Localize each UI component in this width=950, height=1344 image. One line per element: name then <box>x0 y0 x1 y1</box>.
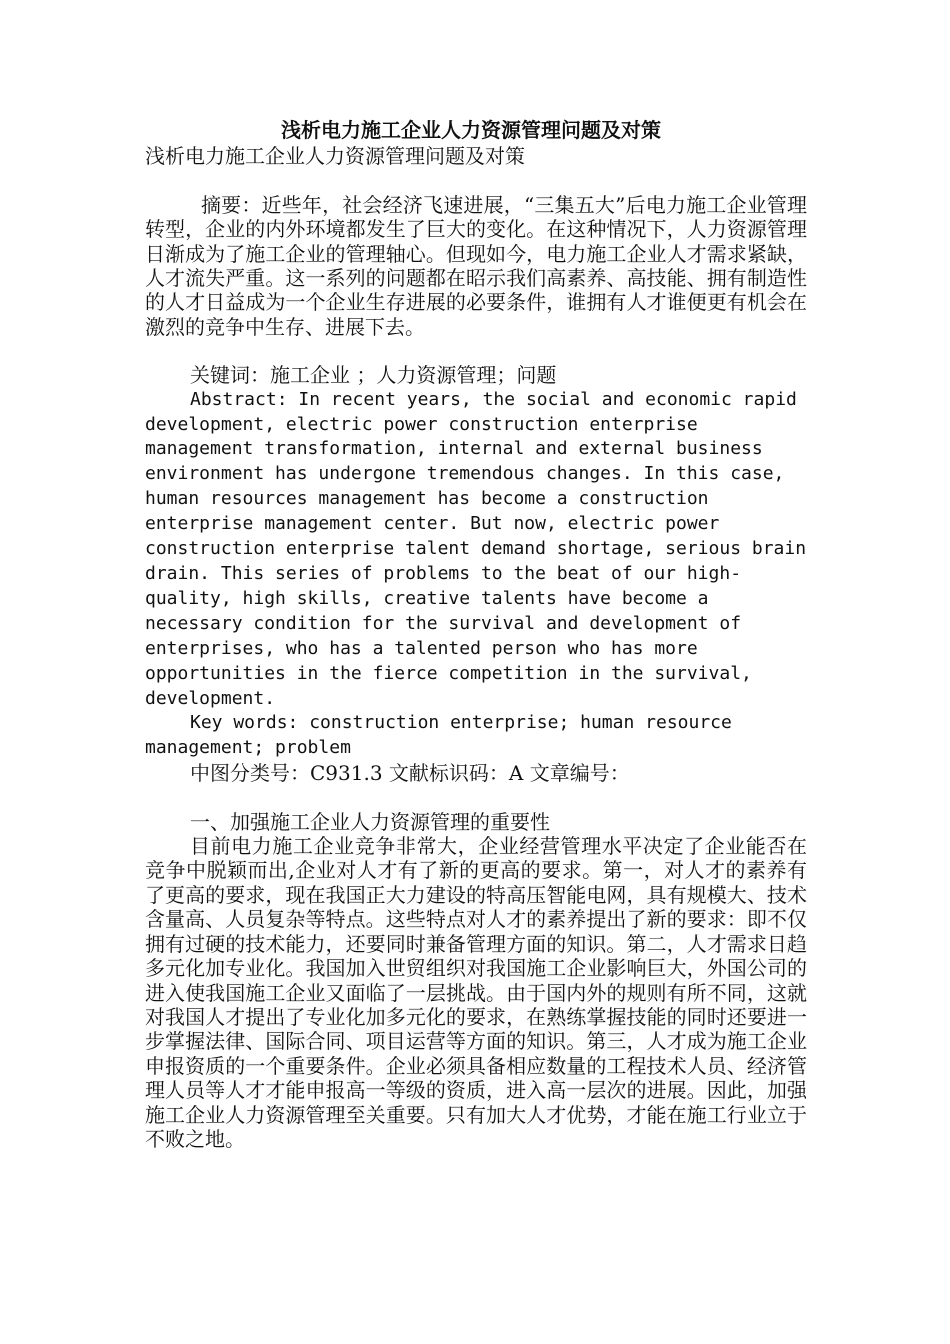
section-body: 目前电力施工企业竞争非常大，企业经营管理水平决定了企业能否在竞争中脱颖而出,企业对人才有了新的更高的要求。第一，对人才的素养有了更高的要求，现在我国正大力建设的特高压智能电网，具有规模大、技术含量高、人员复杂等特点。这些特点对人才的素养提出了新的要求：即不仅拥有过硬的技术能力，还要同时兼备管理方面的知识。第二，人才需求日趋多元化加专业化。我国加入世贸组织对我国施工企业影响巨大，外国公司的进入使我国施工企业又面临了一层挑战。由于国内外的规则有所不同，这就对我国人才提出了专业化加多元化的要求，在熟练掌握技能的同时还要进一步掌握法律、国际合同、项目运营等方面的知识。第三，人才成为施工企业申报资质的一个重要条件。企业必须具备相应数量的工程技术人员、经济管理人员等人才才能申报高一等级的资质，进入高一层次的进展。因此，加强施工企业人力资源管理至关重要。只有加大人才优势，才能在施工行业立于不败之地。 <box>145 834 807 1151</box>
abstract-en: Abstract: In recent years, the social and economic rapid development, electric power construction enterprise management transformation, internal and external business environment has undergone tremendous changes. In this case, human resources management has become a construction enterprise management center. But now, electric power construction enterprise talent demand shortage, serious brain drain. This series of problems to the beat of our high-quality, high skills, creative talents have become a necessary condition for the survival and development of enterprises, who has a talented person who has more opportunities in the fierce competition in the survival, development. <box>145 388 807 709</box>
keywords-cn: 关键词：施工企业 ；人力资源管理；问题 <box>190 363 557 388</box>
section-heading: 一、加强施工企业人力资源管理的重要性 <box>190 809 550 834</box>
document-page <box>145 118 807 1151</box>
spacer <box>145 339 807 363</box>
abstract-cn: 摘要：近些年，社会经济飞速进展，“三集五大”后电力施工企业管理转型，企业的内外环境都发生了巨大的变化。在这种情况下，人力资源管理日渐成为了施工企业的管理轴心。但现如今，电力施工企业人才需求紧缺，人才流失严重。这一系列的问题都在昭示我们高素养、高技能、拥有制造性的人才日益成为一个企业生存进展的必要条件，谁拥有人才谁便更有机会在激烈的竞争中生存、进展下去。 <box>145 192 807 339</box>
classification-line: 中图分类号：C931.3 文献标识码：A 文章编号： <box>190 761 630 786</box>
document-subtitle: 浅析电力施工企业人力资源管理问题及对策 <box>145 144 525 169</box>
keywords-en: Key words: construction enterprise; human resource management; problem <box>145 712 732 759</box>
spacer <box>145 786 807 810</box>
document-title: 浅析电力施工企业人力资源管理问题及对策 <box>281 118 661 142</box>
